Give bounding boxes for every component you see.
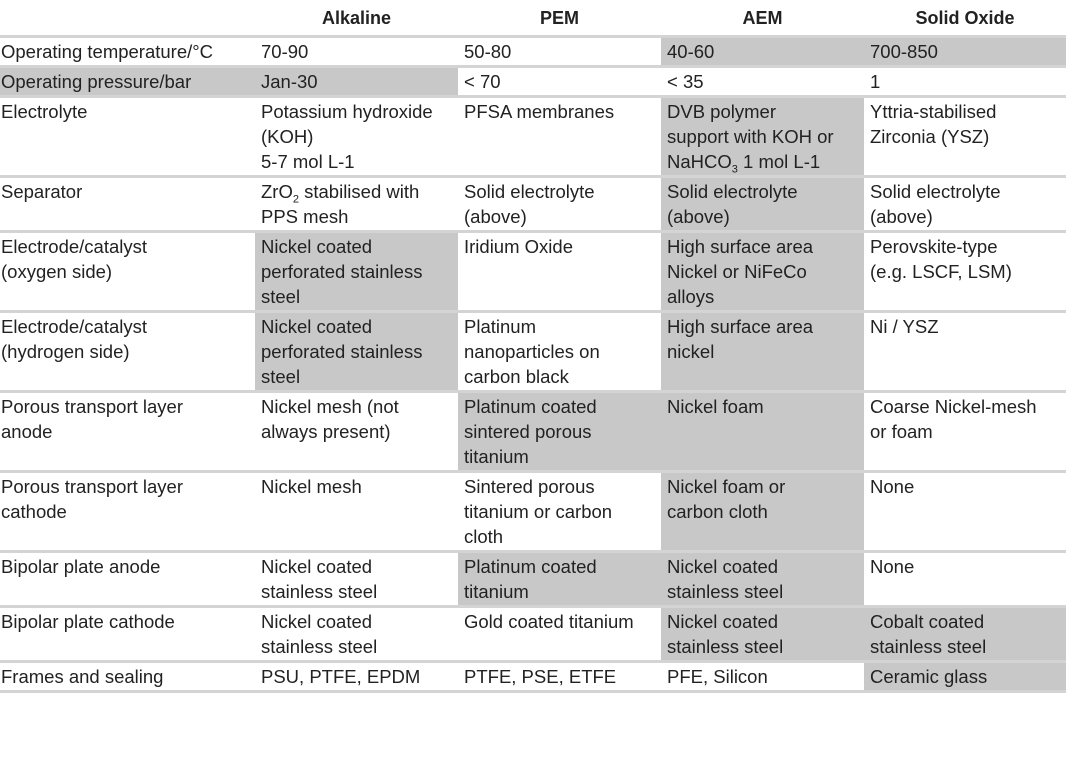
cell-line: NaHCO$_3$ 1 mol L-1 [667, 151, 821, 176]
row-label: Separator [0, 177, 255, 232]
cell-line: stainless steel [667, 581, 784, 602]
cell-line: Platinum [464, 316, 536, 337]
cell-line: 1 [870, 71, 881, 92]
cell-aem [661, 97, 864, 177]
cell-line: alloys [667, 286, 715, 307]
cell-line: (above) [667, 206, 730, 227]
cell-line: nanoparticles on [464, 341, 600, 362]
cell-line: stainless steel [261, 581, 378, 602]
table-row [0, 392, 1066, 472]
cell-line: High surface area [667, 236, 814, 257]
cell-line: steel [261, 366, 301, 387]
cell-line: Nickel mesh [261, 476, 362, 497]
cell-line: titanium [464, 581, 529, 602]
cell-pem [458, 177, 661, 232]
table-row [0, 97, 1066, 177]
cell-aem [661, 472, 864, 552]
cell-alkaline [255, 232, 458, 312]
cell-line: perforated stainless [261, 341, 423, 362]
table-row [0, 607, 1066, 662]
cell-alkaline [255, 67, 458, 97]
cell-alkaline [255, 37, 458, 67]
row-label: Frames and sealing [0, 662, 255, 692]
cell-line: (above) [870, 206, 933, 227]
cell-solid-oxide [864, 67, 1066, 97]
cell-alkaline [255, 392, 458, 472]
cell-line: cloth [464, 526, 504, 547]
cell-solid-oxide [864, 472, 1066, 552]
row-label: Porous transport layer anode [0, 392, 255, 472]
cell-line: Nickel coated [261, 316, 373, 337]
cell-pem [458, 472, 661, 552]
cell-line: Nickel foam or [667, 476, 786, 497]
cell-solid-oxide [864, 662, 1066, 692]
cell-line: Nickel coated [667, 611, 779, 632]
table-row [0, 232, 1066, 312]
row-label: Operating temperature/°C [0, 37, 255, 67]
table-row [0, 177, 1066, 232]
cell-solid-oxide [864, 552, 1066, 607]
cell-line: (KOH) [261, 126, 314, 147]
cell-solid-oxide [864, 177, 1066, 232]
cell-solid-oxide [864, 392, 1066, 472]
row-label: Electrode/catalyst (hydrogen side) [0, 312, 255, 392]
cell-line: 70-90 [261, 41, 309, 62]
cell-line: PTFE, PSE, ETFE [464, 666, 617, 687]
cell-line: or foam [870, 421, 933, 442]
cell-line: steel [261, 286, 301, 307]
cell-line: perforated stainless [261, 261, 423, 282]
cell-aem [661, 607, 864, 662]
cell-line: Nickel coated [261, 236, 373, 257]
cell-line: Ceramic glass [870, 666, 988, 687]
cell-line: < 35 [667, 71, 704, 92]
cell-line: Perovskite-type [870, 236, 998, 257]
cell-line: Cobalt coated [870, 611, 985, 632]
cell-aem [661, 232, 864, 312]
cell-line: Ni / YSZ [870, 316, 939, 337]
cell-line: Solid electrolyte [870, 181, 1001, 202]
cell-line: Sintered porous [464, 476, 595, 497]
cell-line: titanium [464, 446, 529, 467]
cell-pem [458, 37, 661, 67]
table-row [0, 472, 1066, 552]
cell-aem [661, 67, 864, 97]
row-label: Porous transport layer cathode [0, 472, 255, 552]
cell-line: 50-80 [464, 41, 512, 62]
cell-line: Solid electrolyte [667, 181, 798, 202]
cell-line: titanium or carbon [464, 501, 613, 522]
cell-aem [661, 662, 864, 692]
cell-line: (above) [464, 206, 527, 227]
cell-line: nickel [667, 341, 715, 362]
cell-line: stainless steel [667, 636, 784, 657]
cell-line: Zirconia (YSZ) [870, 126, 990, 147]
header-cell-alkaline: Alkaline [321, 8, 392, 28]
cell-solid-oxide [864, 37, 1066, 67]
cell-line: PFSA membranes [464, 101, 615, 122]
cell-line: Gold coated titanium [464, 611, 634, 632]
header-row [0, 2, 1066, 37]
cell-line: Nickel coated [261, 611, 373, 632]
cell-line: 5-7 mol L-1 [261, 151, 355, 172]
cell-line: 40-60 [667, 41, 715, 62]
cell-pem [458, 552, 661, 607]
row-label: Electrode/catalyst (oxygen side) [0, 232, 255, 312]
cell-pem [458, 392, 661, 472]
cell-pem [458, 97, 661, 177]
cell-aem [661, 392, 864, 472]
cell-line: Coarse Nickel-mesh [870, 396, 1037, 417]
row-label: Bipolar plate cathode [0, 607, 255, 662]
row-label: Electrolyte [0, 97, 255, 177]
cell-line: stainless steel [261, 636, 378, 657]
cell-line: always present) [261, 421, 391, 442]
cell-solid-oxide [864, 232, 1066, 312]
cell-line: carbon cloth [667, 501, 768, 522]
cell-line: Jan-30 [261, 71, 318, 92]
cell-line: None [870, 556, 915, 577]
cell-solid-oxide [864, 607, 1066, 662]
cell-solid-oxide [864, 312, 1066, 392]
cell-pem [458, 67, 661, 97]
cell-line: PSU, PTFE, EPDM [261, 666, 421, 687]
table-row [0, 552, 1066, 607]
cell-alkaline [255, 472, 458, 552]
table-row [0, 67, 1066, 97]
electrolyser-comparison-table [0, 2, 1066, 693]
cell-line: ZrO$_2$ stabilised with [261, 181, 420, 206]
cell-alkaline [255, 177, 458, 232]
cell-alkaline [255, 607, 458, 662]
cell-pem [458, 662, 661, 692]
cell-alkaline [255, 662, 458, 692]
header-cell-aem: AEM [742, 8, 783, 28]
cell-line: Solid electrolyte [464, 181, 595, 202]
table-row [0, 662, 1066, 692]
cell-line: Nickel mesh (not [261, 396, 399, 417]
table-body [0, 37, 1066, 692]
cell-aem [661, 177, 864, 232]
cell-pem [458, 607, 661, 662]
table-row [0, 37, 1066, 67]
cell-line: DVB polymer [667, 101, 776, 122]
cell-line: sintered porous [464, 421, 592, 442]
cell-alkaline [255, 312, 458, 392]
cell-line: 700-850 [870, 41, 938, 62]
cell-line: Potassium hydroxide [261, 101, 433, 122]
cell-line: PFE, Silicon [667, 666, 768, 687]
cell-line: stainless steel [870, 636, 987, 657]
cell-line: Nickel foam [667, 396, 764, 417]
cell-line: PPS mesh [261, 206, 349, 227]
row-label: Bipolar plate anode [0, 552, 255, 607]
cell-line: (e.g. LSCF, LSM) [870, 261, 1012, 282]
cell-aem [661, 312, 864, 392]
cell-solid-oxide [864, 97, 1066, 177]
cell-line: Platinum coated [464, 556, 597, 577]
header-cell-pem: PEM [539, 8, 579, 28]
header-cell-solid-oxide: Solid Oxide [915, 8, 1015, 28]
cell-line: Nickel coated [667, 556, 779, 577]
cell-aem [661, 552, 864, 607]
cell-alkaline [255, 552, 458, 607]
cell-line: Yttria-stabilised [870, 101, 997, 122]
cell-line: None [870, 476, 915, 497]
cell-line: Nickel coated [261, 556, 373, 577]
cell-alkaline [255, 97, 458, 177]
cell-line: Platinum coated [464, 396, 597, 417]
cell-line: support with KOH or [667, 126, 834, 147]
cell-line: High surface area [667, 316, 814, 337]
row-label: Operating pressure/bar [0, 67, 255, 97]
cell-line: < 70 [464, 71, 501, 92]
header-cell-empty [0, 2, 255, 37]
cell-aem [661, 37, 864, 67]
cell-line: Nickel or NiFeCo [667, 261, 807, 282]
cell-pem [458, 232, 661, 312]
table-row [0, 312, 1066, 392]
cell-line: Iridium Oxide [464, 236, 573, 257]
cell-line: carbon black [464, 366, 569, 387]
cell-pem [458, 312, 661, 392]
